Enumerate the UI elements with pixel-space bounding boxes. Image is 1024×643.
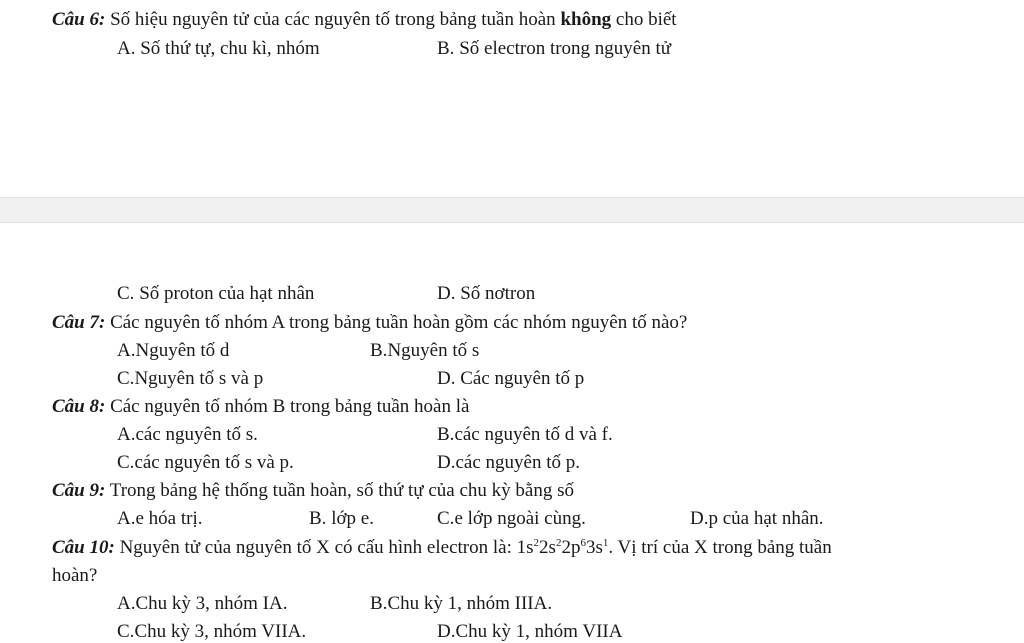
option-letter: D. (437, 283, 456, 304)
option-text: Số thứ tự, chu kì, nhóm (140, 38, 320, 59)
q8-option-d (437, 452, 580, 474)
option-letter: C. (117, 368, 135, 389)
q6-option-b (437, 38, 671, 60)
option-text: p của hạt nhân. (708, 508, 824, 529)
q10-option-a (117, 593, 287, 615)
question-10-text-end: . Vị trí của X trong bảng tuần (608, 537, 832, 558)
question-9-stem (52, 480, 574, 502)
orbital-2s: 2s (539, 537, 556, 558)
orbital-1s: 1s (516, 537, 534, 558)
q10-option-d (437, 621, 622, 643)
question-10-stem-line2: hoàn? (52, 565, 98, 586)
page-break-band (0, 197, 1024, 223)
question-6-label: Câu 6: (52, 9, 106, 30)
q9-option-a (117, 508, 203, 530)
option-letter: D. (437, 621, 456, 642)
option-letter: B. (370, 340, 388, 361)
option-text: e lớp ngoài cùng. (454, 508, 586, 529)
option-letter: B. (437, 424, 455, 445)
question-10-stem (52, 537, 832, 559)
option-text: Chu kỳ 1, nhóm VIIA (455, 621, 623, 642)
question-8-stem (52, 396, 469, 418)
option-letter: A. (117, 38, 136, 59)
q9-option-c (437, 508, 586, 530)
question-7-label: Câu 7: (52, 312, 106, 333)
question-6-text-end: cho biết (615, 9, 677, 30)
option-letter: C. (437, 508, 455, 529)
option-text: Nguyên tố s (387, 340, 480, 361)
q9-option-b (309, 508, 374, 530)
option-letter: A. (117, 508, 136, 529)
option-letter: C. (117, 621, 135, 642)
option-text: Chu kỳ 3, nhóm IA. (135, 593, 288, 614)
option-letter: B. (370, 593, 388, 614)
question-6-text: Số hiệu nguyên tử của các nguyên tố trong bảng tuần hoàn (110, 9, 556, 30)
question-10-text: Nguyên tử của nguyên tố X có cấu hình electron là: (119, 537, 512, 558)
option-text: các nguyên tố s. (135, 424, 258, 445)
question-7-text: Các nguyên tố nhóm A trong bảng tuần hoàn gồm các nhóm nguyên tố nào? (110, 312, 688, 333)
q8-option-b (437, 424, 613, 446)
option-text: các nguyên tố s và p. (134, 452, 294, 473)
option-letter: A. (117, 340, 136, 361)
option-text: các nguyên tố p. (455, 452, 580, 473)
option-text: Số nơtron (460, 283, 536, 304)
electron-count: 2 (533, 537, 540, 549)
option-letter: B. (309, 508, 327, 529)
q10-option-b (370, 593, 552, 615)
option-letter: D. (437, 452, 456, 473)
option-text: lớp e. (331, 508, 374, 529)
q7-option-c (117, 368, 263, 390)
q7-option-b (370, 340, 479, 362)
option-letter: D. (690, 508, 709, 529)
orbital-3s: 3s (585, 537, 603, 558)
electron-count: 1 (602, 537, 609, 549)
option-letter: C. (117, 452, 135, 473)
option-letter: D. (437, 368, 456, 389)
question-10-label: Câu 10: (52, 537, 115, 558)
question-6-stem (52, 9, 677, 31)
q7-option-d (437, 368, 584, 390)
q10-option-c (117, 621, 306, 643)
q9-option-d (690, 508, 824, 530)
q6-option-c (117, 283, 314, 305)
question-8-label: Câu 8: (52, 396, 106, 417)
electron-count: 6 (580, 537, 586, 549)
q6-option-a (117, 38, 320, 60)
option-text: Các nguyên tố p (460, 368, 585, 389)
orbital-2p: 2p (561, 537, 581, 558)
option-text: Số proton của hạt nhân (139, 283, 315, 304)
electron-count: 2 (555, 537, 562, 549)
option-text: các nguyên tố d và f. (454, 424, 613, 445)
question-9-label: Câu 9: (52, 480, 106, 501)
option-text: Số electron trong nguyên tử (459, 38, 672, 59)
question-7-stem (52, 312, 687, 334)
option-letter: B. (437, 38, 455, 59)
option-text: Chu kỳ 1, nhóm IIIA. (387, 593, 553, 614)
option-text: Chu kỳ 3, nhóm VIIA. (134, 621, 307, 642)
q6-option-d (437, 283, 535, 305)
option-text: Nguyên tố d (135, 340, 230, 361)
option-letter: C. (117, 283, 135, 304)
q8-option-a (117, 424, 258, 446)
electron-configuration (517, 537, 609, 558)
option-text: Nguyên tố s và p (134, 368, 264, 389)
question-6-bold-word: không (560, 9, 612, 30)
q7-option-a (117, 340, 229, 362)
question-9-text: Trong bảng hệ thống tuần hoàn, số thứ tự của chu kỳ bằng số (109, 480, 574, 501)
option-letter: A. (117, 593, 136, 614)
question-8-text: Các nguyên tố nhóm B trong bảng tuần hoàn là (110, 396, 470, 417)
q8-option-c (117, 452, 294, 474)
option-letter: A. (117, 424, 136, 445)
option-text: e hóa trị. (135, 508, 203, 529)
